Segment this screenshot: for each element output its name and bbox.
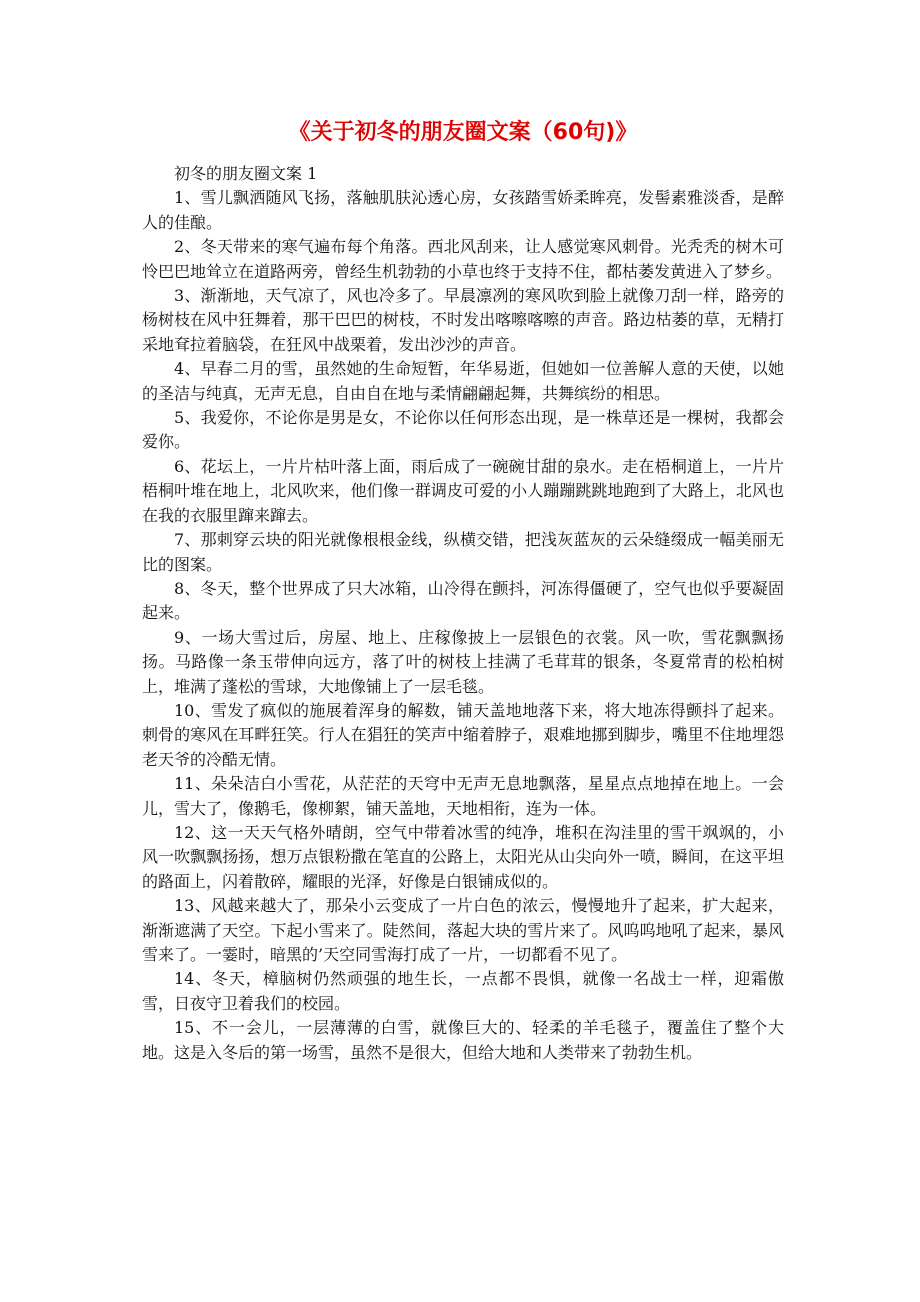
paragraph-4: 4、早春二月的雪，虽然她的生命短暂，年华易逝，但她如一位善解人意的天使，以她的圣洁与纯真，无声无息，自由自在地与柔情翩翩起舞，共舞缤纷的相思。 <box>142 359 784 403</box>
document-title: 《关于初冬的朋友圈文案（60句)》 <box>288 120 638 145</box>
paragraph-6: 6、花坛上，一片片枯叶落上面，雨后成了一碗碗甘甜的泉水。走在梧桐道上，一片片梧桐叶堆在地上，北风吹来，他们像一群调皮可爱的小人蹦蹦跳跳地跑到了大路上，北风也在我的衣服里蹿来蹿去。 <box>142 456 784 525</box>
paragraph-11: 11、朵朵洁白小雪花，从茫茫的天穹中无声无息地飘落，星星点点地掉在地上。一会儿，雪大了，像鹅毛，像柳絮，铺天盖地，天地相衔，连为一体。 <box>142 774 784 818</box>
paragraph-2: 2、冬天带来的寒气遍布每个角落。西北风刮来，让人感觉寒风刺骨。光秃秃的树木可怜巴巴地耸立在道路两旁，曾经生机勃勃的小草也终于支持不住，都枯萎发黄进入了梦乡。 <box>142 237 784 281</box>
paragraph-5: 5、我爱你，不论你是男是女，不论你以任何形态出现，是一株草还是一棵树，我都会爱你。 <box>142 408 784 452</box>
paragraph-14: 14、冬天，樟脑树仍然顽强的地生长，一点都不畏惧，就像一名战士一样，迎霜傲雪，日夜守卫着我们的校园。 <box>142 969 784 1013</box>
paragraph-3: 3、渐渐地，天气凉了，风也冷多了。早晨凛冽的寒风吹到脸上就像刀刮一样，路旁的杨树枝在风中狂舞着，那干巴巴的树枝，不时发出喀嚓喀嚓的声音。路边枯萎的草，无精打采地耷拉着脑袋，在狂风中战栗着，发出沙沙的声音。 <box>142 286 784 354</box>
paragraph-9: 9、一场大雪过后，房屋、地上、庄稼像披上一层银色的衣裳。风一吹，雪花飘飘扬扬。马路像一条玉带伸向远方，落了叶的树枝上挂满了毛茸茸的银条，冬夏常青的松柏树上，堆满了蓬松的雪球，大地像铺上了一层毛毯。 <box>142 627 784 696</box>
paragraph-7: 7、那刺穿云块的阳光就像根根金线，纵横交错，把浅灰蓝灰的云朵缝缀成一幅美丽无比的图案。 <box>142 530 784 574</box>
paragraph-8: 8、冬天，整个世界成了只大冰箱，山冷得在颤抖，河冻得僵硬了，空气也似乎要凝固起来。 <box>142 578 784 623</box>
paragraph-1: 1、雪儿飘洒随风飞扬，落触肌肤沁透心房，女孩踏雪娇柔眸亮，发髻素雅淡香，是醉人的佳酿。 <box>142 188 784 232</box>
paragraph-13: 13、风越来越大了，那朵小云变成了一片白色的浓云，慢慢地升了起来，扩大起来，渐渐遮满了天空。下起小雪来了。陡然间，落起大块的雪片来了。风呜呜地吼了起来，暴风雪来了。一霎时，暗黑的’天空同雪海打成了一片，一切都看不见了。 <box>142 896 784 964</box>
paragraph-10: 10、雪发了疯似的施展着浑身的解数，铺天盖地地落下来，将大地冻得颤抖了起来。刺骨的寒风在耳畔狂笑。行人在猖狂的笑声中缩着脖子，艰难地挪到脚步，嘴里不住地埋怨老天爷的冷酷无情。 <box>142 700 784 769</box>
paragraph-12: 12、这一天天气格外晴朗，空气中带着冰雪的纯净，堆积在沟洼里的雪干飒飒的，小风一吹飘飘扬扬，想万点银粉撒在笔直的公路上，太阳光从山尖向外一喷，瞬间，在这平坦的路面上，闪着散碎，耀眼的光泽，好像是白银铺成似的。 <box>142 822 784 891</box>
section-heading: 初冬的朋友圈文案 1 <box>174 164 318 183</box>
document-page <box>142 118 784 1065</box>
paragraph-15: 15、不一会儿，一层薄薄的白雪，就像巨大的、轻柔的羊毛毯子，覆盖住了整个大地。这是入冬后的第一场雪，虽然不是很大，但给大地和人类带来了勃勃生机。 <box>142 1018 784 1062</box>
